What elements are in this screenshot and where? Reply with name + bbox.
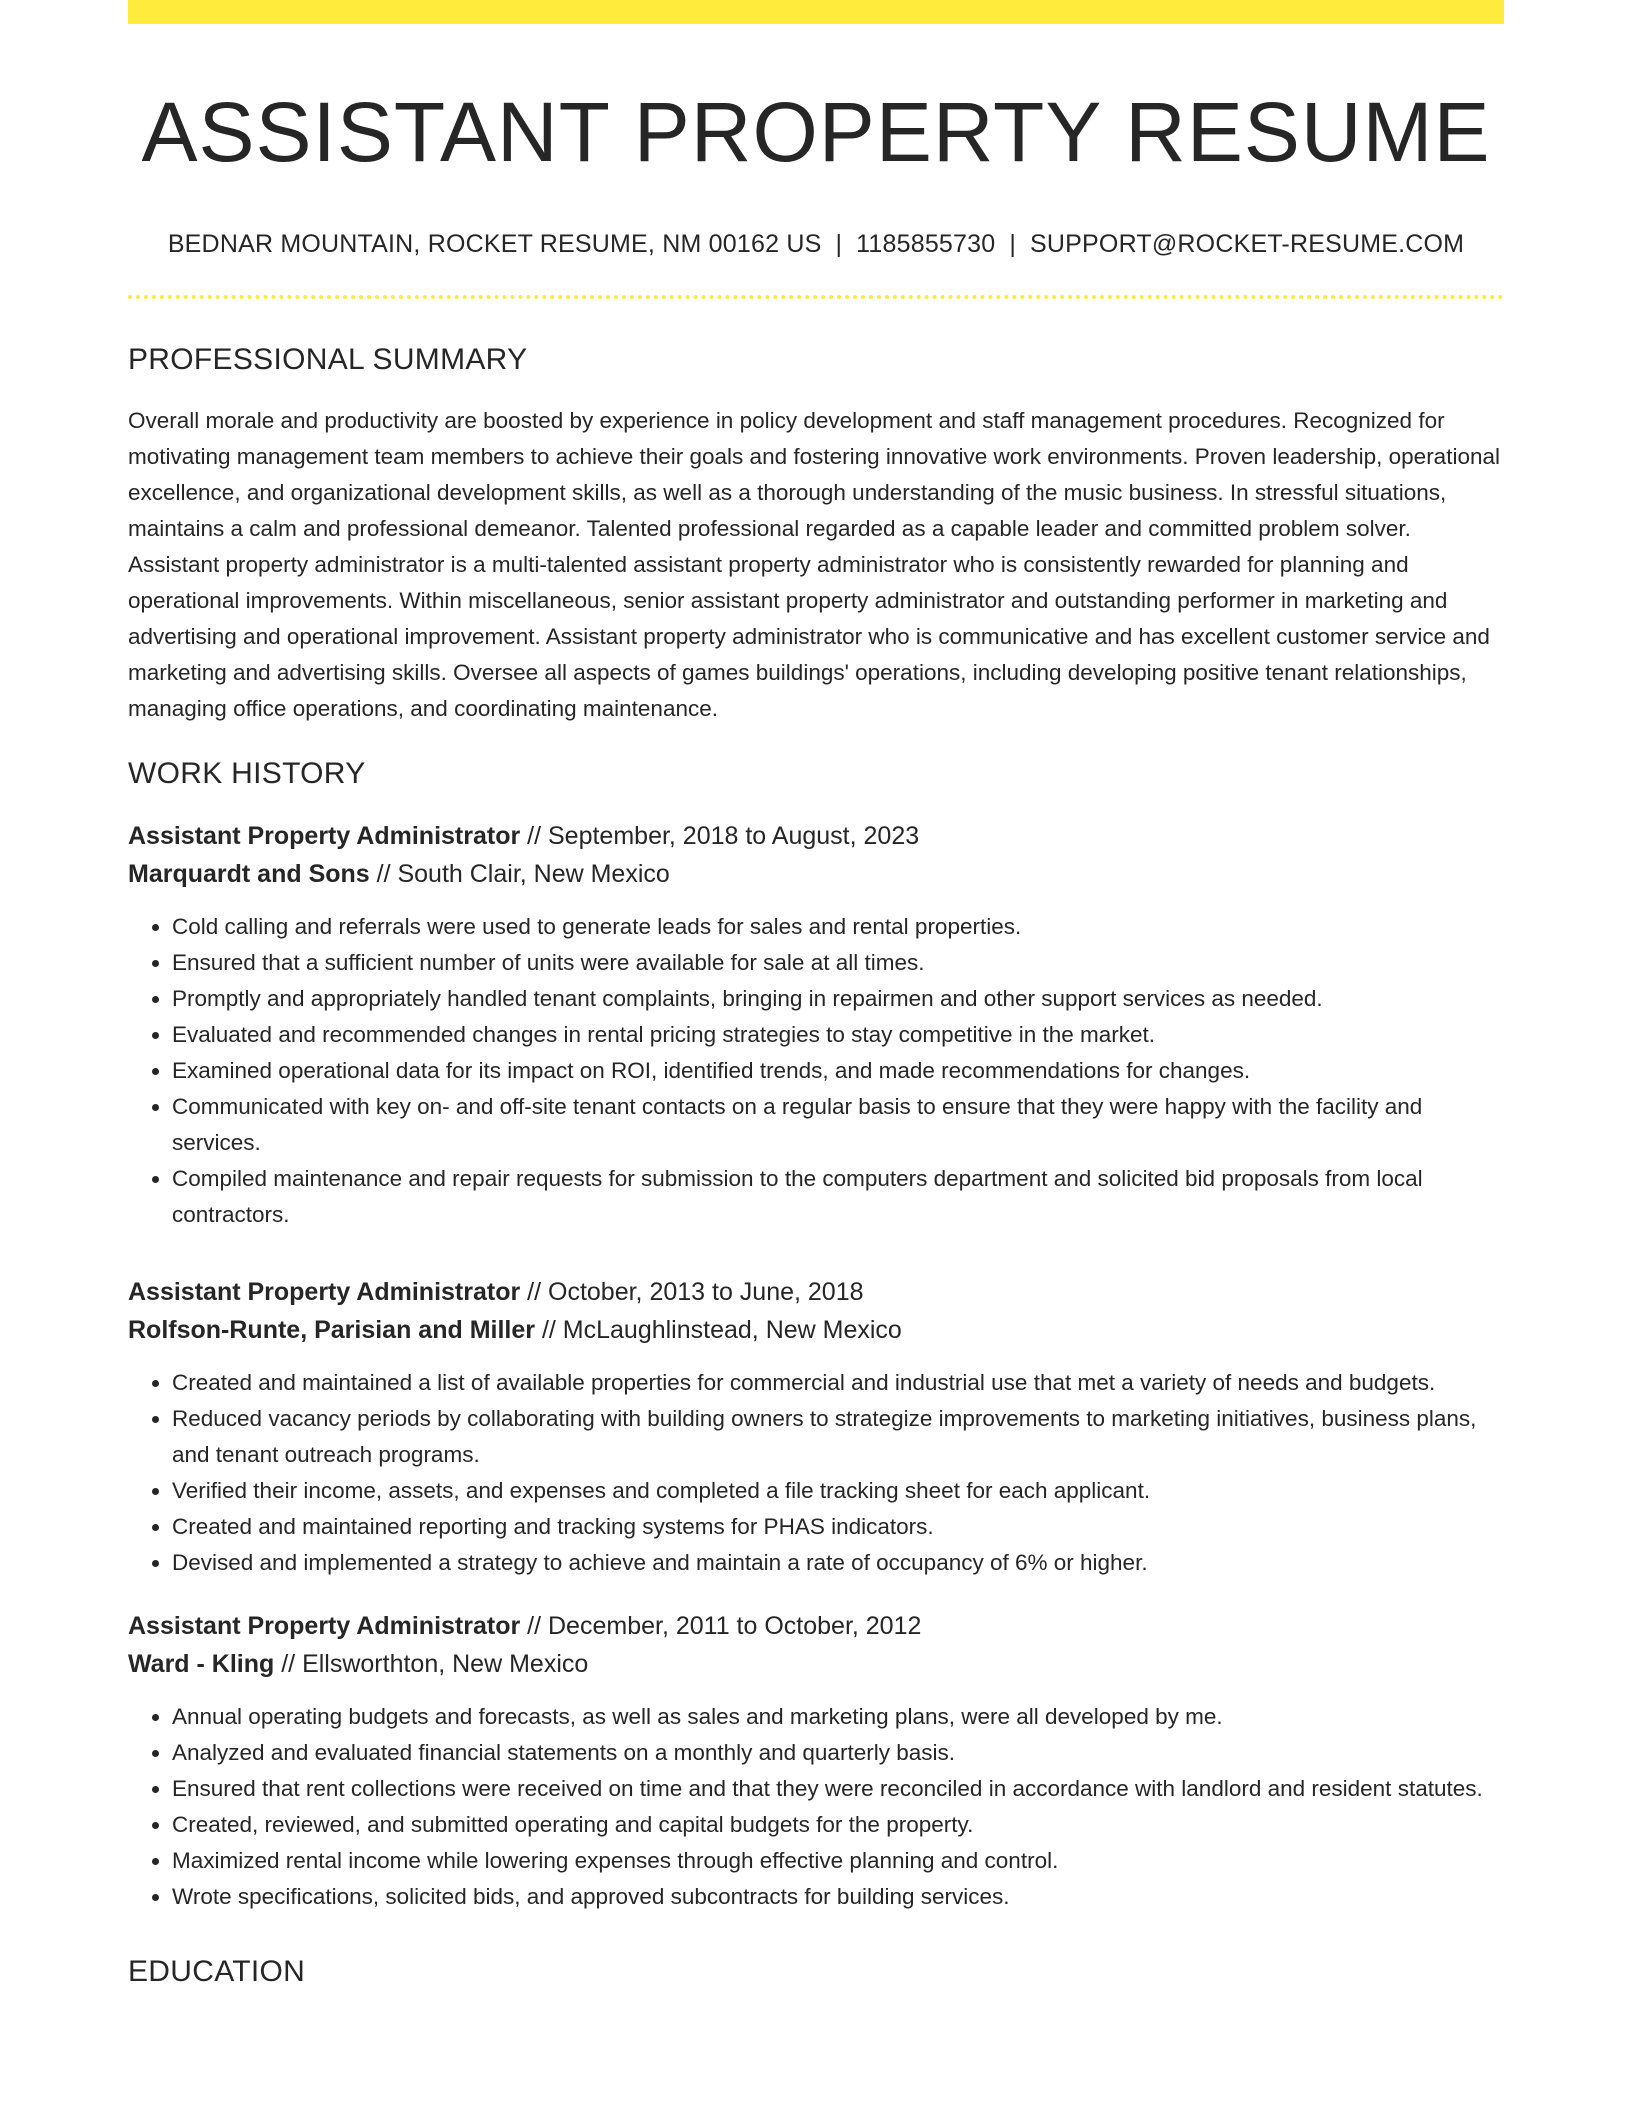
contact-phone: 1185855730	[856, 230, 996, 259]
job-entry	[128, 1273, 1504, 1581]
job-location: // Ellsworthton, New Mexico	[274, 1650, 589, 1679]
accent-top-bar	[128, 0, 1504, 24]
job-bullet: • Created, reviewed, and submitted operating and capital budgets for the property.	[172, 1807, 1504, 1843]
job-bullet: • Devised and implemented a strategy to achieve and maintain a rate of occupancy of 6% or higher.	[172, 1545, 1504, 1581]
job-bullet: • Cold calling and referrals were used to generate leads for sales and rental properties.	[172, 909, 1504, 945]
job-bullet-list	[128, 909, 1504, 1233]
job-location: // South Clair, New Mexico	[369, 860, 670, 889]
job-bullet: • Wrote specifications, solicited bids, and approved subcontracts for building services.	[172, 1879, 1504, 1915]
education-heading: EDUCATION	[128, 1955, 306, 1989]
summary-heading: PROFESSIONAL SUMMARY	[128, 343, 528, 377]
job-location: // McLaughlinstead, New Mexico	[535, 1316, 902, 1345]
job-company: Ward - Kling	[128, 1650, 275, 1679]
job-title: Assistant Property Administrator	[128, 1612, 521, 1641]
contact-email[interactable]: SUPPORT@ROCKET-RESUME.COM	[1030, 230, 1465, 259]
job-bullet: • Annual operating budgets and forecasts, as well as sales and marketing plans, were all developed by me.	[172, 1699, 1504, 1735]
job-title-line	[128, 817, 1504, 855]
job-dates: // October, 2013 to June, 2018	[520, 1278, 864, 1307]
job-bullet-list	[128, 1699, 1504, 1915]
job-bullet: • Examined operational data for its impact on ROI, identified trends, and made recommendations for changes.	[172, 1053, 1504, 1089]
job-company-line	[128, 1645, 1504, 1683]
dotted-divider	[128, 295, 1504, 299]
job-entry	[128, 1607, 1504, 1915]
job-bullet: • Created and maintained reporting and tracking systems for PHAS indicators.	[172, 1509, 1504, 1545]
job-bullet: • Ensured that rent collections were received on time and that they were reconciled in accordance with landlord and resident statutes.	[172, 1771, 1504, 1807]
job-bullet: • Evaluated and recommended changes in rental pricing strategies to stay competitive in the market.	[172, 1017, 1504, 1053]
job-bullet: • Analyzed and evaluated financial statements on a monthly and quarterly basis.	[172, 1735, 1504, 1771]
job-bullet: • Reduced vacancy periods by collaborating with building owners to strategize improvements to marketing initiatives, business plans, and tenant outreach programs.	[172, 1401, 1504, 1473]
resume-page	[128, 0, 1504, 1989]
job-bullet-list	[128, 1365, 1504, 1581]
summary-text: Overall morale and productivity are boosted by experience in policy development and staff management procedures. Recognized for motivating management team members to achieve their goals and fostering innovative work environments. Proven leadership, operational excellence, and organizational development skills, as well as a thorough understanding of the music business. In stressful situations, maintains a calm and professional demeanor. Talented professional regarded as a capable leader and committed problem solver. Assistant property administrator is a multi-talented assistant property administrator who is consistently rewarded for planning and operational improvements. Within miscellaneous, senior assistant property administrator and outstanding performer in marketing and advertising and operational improvement. Assistant property administrator who is communicative and has excellent customer service and marketing and advertising skills. Oversee all aspects of games buildings' operations, including developing positive tenant relationships, managing office operations, and coordinating maintenance.	[128, 408, 1500, 722]
job-bullet: • Compiled maintenance and repair requests for submission to the computers department and solicited bid proposals from local contractors.	[172, 1161, 1504, 1233]
job-company: Marquardt and Sons	[128, 860, 370, 889]
job-title: Assistant Property Administrator	[128, 822, 521, 851]
job-bullet: • Promptly and appropriately handled tenant complaints, bringing in repairmen and other support services as needed.	[172, 981, 1504, 1017]
job-company-line	[128, 1311, 1504, 1349]
contact-separator: |	[835, 230, 843, 259]
contact-line	[128, 230, 1504, 259]
job-bullet: • Communicated with key on- and off-site tenant contacts on a regular basis to ensure that they were happy with the facility and services.	[172, 1089, 1504, 1161]
page-title: ASSISTANT PROPERTY RESUME	[141, 85, 1491, 179]
contact-address: BEDNAR MOUNTAIN, ROCKET RESUME, NM 00162 US	[167, 230, 822, 259]
job-title-line	[128, 1273, 1504, 1311]
job-title-line	[128, 1607, 1504, 1645]
job-bullet: • Verified their income, assets, and expenses and completed a file tracking sheet for each applicant.	[172, 1473, 1504, 1509]
job-dates: // December, 2011 to October, 2012	[520, 1612, 922, 1641]
job-company: Rolfson-Runte, Parisian and Miller	[128, 1316, 535, 1345]
job-title: Assistant Property Administrator	[128, 1278, 521, 1307]
job-company-line	[128, 855, 1504, 893]
work-history-heading: WORK HISTORY	[128, 757, 366, 791]
job-entry	[128, 817, 1504, 1233]
job-dates: // September, 2018 to August, 2023	[520, 822, 920, 851]
contact-separator: |	[1009, 230, 1017, 259]
work-history-list	[128, 817, 1504, 1915]
job-bullet: • Maximized rental income while lowering expenses through effective planning and control.	[172, 1843, 1504, 1879]
job-bullet: • Ensured that a sufficient number of units were available for sale at all times.	[172, 945, 1504, 981]
job-bullet: • Created and maintained a list of available properties for commercial and industrial use that met a variety of needs and budgets.	[172, 1365, 1504, 1401]
